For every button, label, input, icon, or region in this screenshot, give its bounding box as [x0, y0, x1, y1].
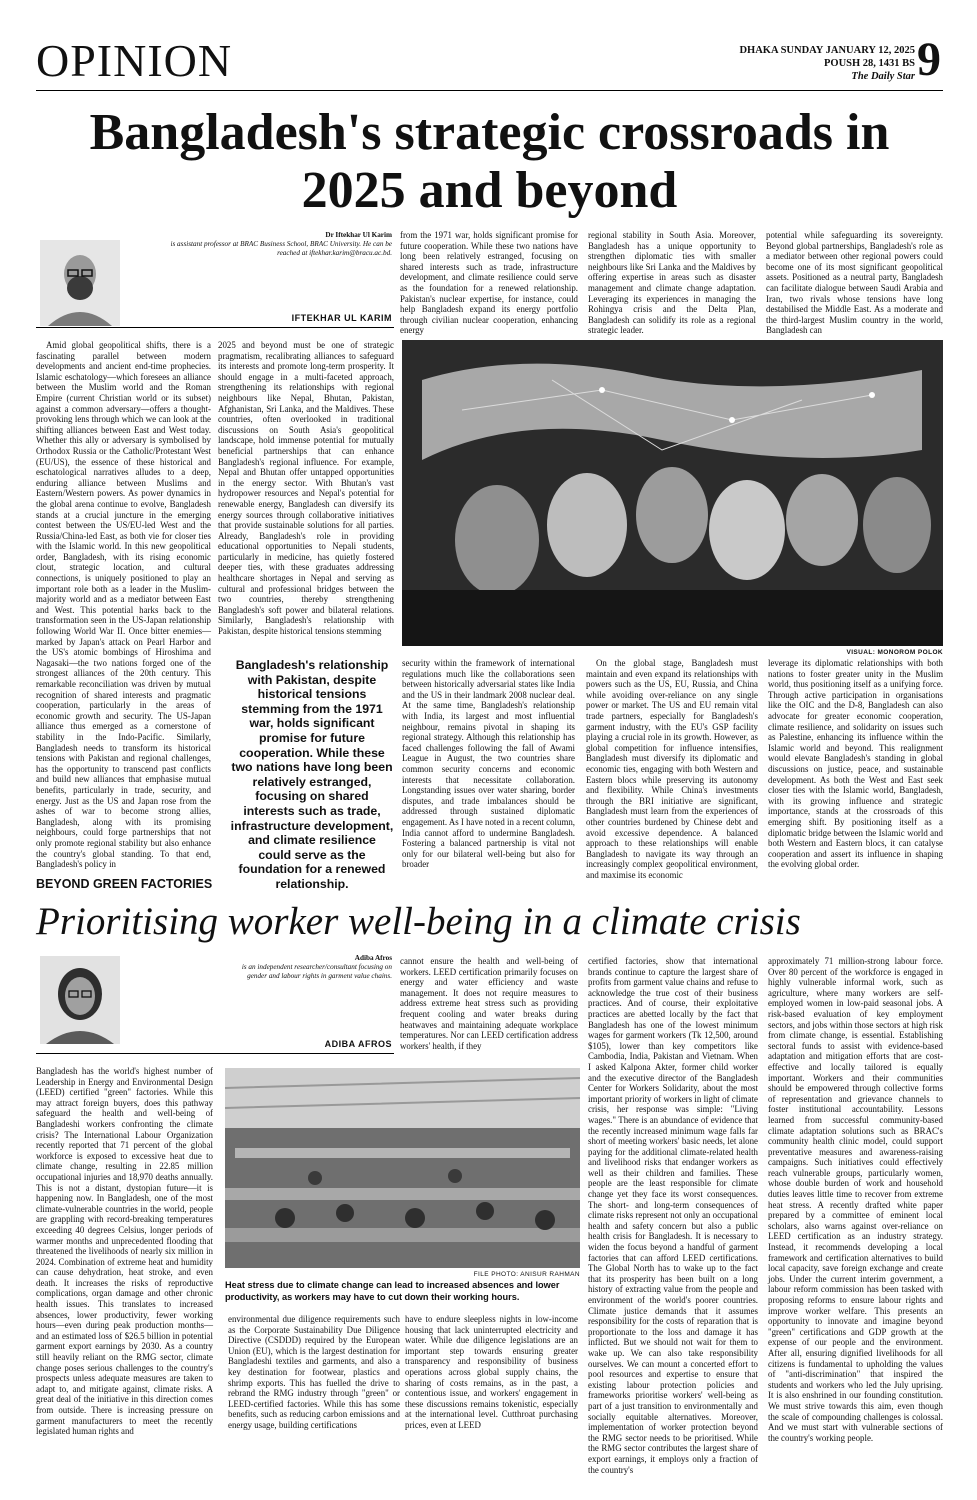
header-rule	[36, 90, 943, 91]
byline2-rule	[36, 1053, 394, 1054]
garment-factory-photo	[225, 1068, 580, 1268]
bangla-date: POUSH 28, 1431 BS	[823, 58, 915, 69]
author-portrait-image	[40, 240, 120, 326]
author2-name: Adiba Afros	[354, 954, 392, 962]
article1-top-col2: regional stability in South Asia. Moreover, Bangladesh has a unique opportunity to strengthen diplomatic ties with smaller neighbours like Sri Lanka and the Maldives by offering expertise in areas such as disaster management and climate change adaptation. Leveraging its experiences in managing the Rohingya crisis and the Delta Plan, Bangladesh can solidify its role as a regional strategic leader.	[588, 230, 756, 336]
article1-headline: Bangladesh's strategic crossroads in 2025 and beyond	[89, 104, 890, 219]
author1-portrait	[40, 240, 120, 326]
author2-bio-block	[240, 954, 392, 981]
author1-bio-block	[170, 231, 392, 258]
author2-byline: ADIBA AFROS	[324, 1039, 392, 1049]
article2-col-a: Bangladesh has the world's highest number of Leadership in Energy and Environmental Design (LEED) certified "green" factories. While this may attract foreign buyers, does this pathway safeguard the health and well-being of Bangladeshi workers confronting the climate crisis? The International Labour Organization recently reported that 71 percent of the global workforce is exposed to excessive heat due to climate change, resulting in 22.85 million occupational injuries and 18,970 deaths annually. This is not a distant, dystopian future—it is happening now. In Bangladesh, one of the most climate-vulnerable countries in the world, people are grappling with record-breaking temperatures exceeding 40 degrees Celsius, longer periods of warmer months and unprecedented flooding that threatened the livelihoods of nearly six million in 2024. Combination of extreme heat and humidity can cause dehydration, heat stroke, and even death. It increases the risks of reproductive complications, organ damage and other chronic health issues. This translates to increased absences, lower productivity, fewer working hours—even during peak production months—and an estimated loss of $26.5 billion in potential garment export earnings by 2030. As a country still heavily reliant on the RMG sector, climate change poses serious challenges to the country's prospects unless adequate measures are taken to adapt to, and mitigate against, climate risks. A great deal of the initiative in this direction comes from outside. There is increasing pressure on garment manufacturers to meet the recently legislated human rights and	[36, 1066, 213, 1437]
section-title: OPINION	[36, 35, 233, 86]
world-leaders-illustration	[402, 340, 943, 646]
paper-name: The Daily Star	[851, 71, 915, 82]
dateline: DHAKA SUNDAY JANUARY 12, 2025	[739, 45, 915, 56]
factory-photo-graphic	[225, 1068, 580, 1268]
article2-headline: Prioritising worker well-being in a climate crisis	[36, 900, 801, 943]
dateline-block	[739, 44, 915, 83]
article1-top-col1: from the 1971 war, holds significant promise for future cooperation. While these two nations have long been relatively estranged, focusing on shared interests such as trade, infrastructure development, and climate resilience could serve as the foundation for a renewed relationship. Pakistan's nuclear expertise, for instance, could help Bangladesh expand its energy portfolio through civilian nuclear cooperation, enhancing energy	[400, 230, 578, 336]
author2-bio: is an independent researcher/consultant focusing on gender and labour rights in garment value chains.	[241, 963, 392, 980]
article2-top-col3: approximately 71 million-strong labour force. Over 80 percent of the workforce is engaged in highly vulnerable informal work, such as agriculture, where many workers are self-employed women in low-paid seasonal jobs. A risk-based evaluation of key employment sectors, and jobs within those sectors at high risk from climate change, is essential. Establishing sectoral funds to assist with evidence-based adaptation and mitigation efforts that are cost-effective and locally tailored is equally important. Workers and their communities should be empowered through collective forms of representation and grievance channels to foster institutional accountability. Lessons learned from successful community-based climate adaptation solutions such as BRAC's community health clinic model, could support preventative measures and awareness-raising campaigns. Such initiatives could effectively reach vulnerable groups, particularly women, whose double burden of work and household duties leaves little time to recover from extreme heat stress. A recently drafted white paper prepared by a committee of eminent local scholars, also warns against over-reliance on LEED certification as an industry strategy. Instead, it recommends developing a local framework and certification alternatives to build local capacity, save foreign exchange and create jobs. Under the current interim government, a labour reform commission has been tasked with proposing reforms to ensure labour rights and improve worker welfare. This presents an opportunity to innovate and imagine beyond "green" certifications and GDP growth at the expense of our people and the environment. After all, ensuring dignified livelihoods for all citizens is fundamental to upholding the values of "anti-discrimination" that inspired the students and workers who led the July uprising. It is also enshrined in our founding constitution. We must strive towards this aim, even though the scale of compounding challenges is colossal. And we must start with vulnerable sections of the country's working people.	[768, 956, 943, 1443]
article1-top-col3: potential while safeguarding its sovereignty. Beyond global partnerships, Bangladesh's role as a mediator between other regional powers could become one of its most significant geopolitical assets. Positioned as a neutral party, Bangladesh can facilitate dialogue between Saudi Arabia and Iran, two rivals whose tensions have long destabilised the Middle East. As a moderate and the third-largest Muslim country in the world, Bangladesh can	[766, 230, 943, 336]
article2-top-col1: cannot ensure the health and well-being of workers. LEED certification primarily focuses on energy and water efficiency and waste management. It does not require measures to address extreme heat stress such as providing frequent cooling and water breaks during heatwaves and maintaining adequate workplace temperatures. Nor can LEED certification address workers' health, if they	[400, 956, 578, 1051]
visual-credit: VISUAL: MONOROM POLOK	[846, 649, 943, 656]
illustration-graphic	[402, 340, 943, 646]
photo-credit: FILE PHOTO: ANISUR RAHMAN	[473, 1271, 580, 1278]
article1-col-e: leverage its diplomatic relationships with both nations to foster greater unity in the Muslim world, thus positioning itself as a unifying force. Through active participation in organisations like the OIC and the D-8, Bangladesh can also advocate for greater economic cooperation, climate resilience, and solidarity on issues such as Palestine, enhancing its influence within the Islamic world and beyond. This realignment would elevate Bangladesh's standing in global discussions on justice, peace, and sustainable development. As both the West and East seek closer ties with the Islamic world, Bangladesh, with its growing influence and strategic importance, stands at the crossroads of this emerging shift. By positioning itself as a diplomatic bridge between the Islamic world and both Western and Eastern blocs, it can catalyse cooperation and assert its influence in shaping the evolving global order.	[768, 658, 943, 870]
article1-col-d: On the global stage, Bangladesh must maintain and even expand its relationships with powers such as the US, EU, Russia, and China while avoiding over-reliance on any single power or market. The US and EU remain vital trade partners, especially for Bangladesh's garment industry, with the EU's GSP facility playing a crucial role in its growth. However, as global competition for influence intensifies, Bangladesh must diversify its diplomatic and economic ties, engaging with both Western and Eastern blocs while preserving its autonomy and flexibility. While China's investments through the BRI initiative are significant, Bangladesh must learn from the experiences of other countries burdened by Chinese debt and avoid excessive dependence. A balanced approach to these relationships will enable Bangladesh to navigate its way through an increasingly complex geopolitical environment, and maximise its economic	[586, 658, 758, 880]
author2-portrait-image	[40, 956, 120, 1044]
article1-col-b: 2025 and beyond must be one of strategic pragmatism, recalibrating alliances to safeguard its interests and promote long-term prosperity. It should engage in a multi-faceted approach, strengthening its relationships with regional neighbours like Nepal, Bhutan, Pakistan, Afghanistan, Sri Lanka, and the Maldives. These countries, often overlooked in traditional discussions on South Asia's geopolitical landscape, hold immense potential for mutually beneficial partnerships that can enhance Bangladesh's regional influence. For example, Nepal and Bhutan offer untapped opportunities in the energy sector. With Bhutan's vast hydropower resources and Nepal's potential for renewable energy, Bangladesh can diversify its energy sources through collaborative initiatives that provide sustainable solutions for all parties. Already, Bangladesh's role in providing educational opportunities to Nepali students, particularly in medicine, has quietly fostered deeper ties, with these graduates addressing healthcare shortages in Nepal and serving as cultural and professional bridges between the two countries, thereby strengthening Bangladesh's soft power and bilateral relations. Similarly, Bangladesh's relationship with Pakistan, despite historical tensions stemming	[218, 340, 394, 637]
photo-caption: Heat stress due to climate change can lead to increased absences and lower productivity, as workers may have to cut down their working hours.	[225, 1280, 560, 1302]
page-number: 9	[917, 33, 941, 86]
article1-col-c: security within the framework of international regulations much like the collaborations seen between historically adversarial states like India and the US in their landmark 2008 nuclear deal. At the same time, Bangladesh's relationship with India, its largest and most influential neighbour, remains pivotal in shaping its regional strategy. Although this relationship has faced challenges following the fall of Awami League in August, the two countries share common security concerns and economic interests that necessitate collaboration. Longstanding issues over water sharing, border disputes, and trade imbalances should be addressed through sustained diplomatic engagement. As I have noted in a recent column, India cannot afford to undermine Bangladesh. Fostering a balanced partnership is vital not only for our bilateral well-being but also for broader	[402, 658, 576, 870]
byline-rule	[36, 327, 394, 328]
author1-bio: is assistant professor at BRAC Business School, BRAC University. He can be reached at iftekhar.karim@bracu.ac.bd.	[170, 240, 392, 257]
article2-top-col2: certified factories, show that international brands continue to capture the largest share of profits from garment value chains and refuse to acknowledge the true cost of their business practices. And of course, their exploitative practices are abetted locally by the fact that Bangladesh has one of the lowest minimum wages for garment workers (Tk 12,500, around $105), lower than key competitors like Cambodia, India, Pakistan and Vietnam. When I asked Kalpona Akter, former child worker and the executive director of the Bangladesh Center for Workers Solidarity, about the most important priority of workers in light of climate crisis, her response was simple: "Living wages." There is an abundance of evidence that the recently increased minimum wage falls far short of meeting workers' basic needs, let alone paying for the additional climate-related health and livelihood risks that endanger workers as well as their children and families. These people are the least responsible for climate change yet they face its worst consequences. The short- and long-term consequences of climate risks represent not only an occupational health and safety concern but also a public health crisis for Bangladesh. It is necessary to widen the focus beyond a handful of garment factories that can afford LEED certifications. The Global North has to wake up to the fact that its prosperity has been built on a long history of extracting value from the people and environment of the world's poorer countries. Climate justice demands that it assumes responsibility for the costs of reparation that is proportionate to the loss and damage it has inflicted. But we should not wait for them to wake up. We can also take responsibility ourselves. We can mount a concerted effort to pool resources and expertise to ensure that existing labour protection policies and frameworks prioritise workers' well-being as part of a just transition to environmentally and socially equitable alternatives. Moreover, implementation of worker protection beyond the RMG sector needs to be prioritised. While the RMG sector contributes the largest share of export earnings, it employs only a fraction of the country's	[588, 956, 758, 1475]
author1-name: Dr Iftekhar Ul Karim	[325, 231, 392, 239]
article1-col-a: Amid global geopolitical shifts, there is a fascinating parallel between modern developments and ancient end-time prophecies. Islamic eschatology—which foresees an alliance between the Muslim world and the Roman Empire (current Christian world or its subset) against a common adversary—offers a thought-provoking lens through which we can look at the shifting alliances between East and West today. Whether this ally or adversary is symbolised by Orthodox Russia or the Catholic/Protestant West (EU/US), the essence of these historical and eschatological narratives alludes to a deep, enduring alliance between Muslims and Eastern/Western powers. As power dynamics in the global arena continue to evolve, Bangladesh stands at a crucial juncture in the emerging contest between the US/EU-led West and the Russia/China-led East, as both vie for closer ties with the Islamic world. In this new geopolitical order, Bangladesh, with its rising economic clout, strategic location, and cultural connections, is uniquely positioned to play an important role both as a leader in the Muslim-majority world and as a mediator between East and West. This potential harks back to the transformation seen in the US-Japan relationship following World War II. Once bitter enemies—marked by Japan's attack on Pearl Harbor and the US's atomic bombings of Hiroshima and Nagasaki—the two nations forged one of the strongest alliances of the 20th century. This remarkable reconciliation was driven by mutual recognition of shared interests and pragmatic cooperation, particularly in the areas of economic growth and security. The US-Japan alliance thus emerged as a cornerstone of stability in the Indo-Pacific. Similarly, Bangladesh needs to transform its historical tensions with Pakistan and regional challenges, has the opportunity to transcend past conflicts and build new alliances that emphasise mutual benefits, particularly in trade, security, and energy. Just as the US and Japan rose from the ashes of war to become strong allies, Bangladesh, along with its promising neighbours, could forge partnerships that not only promote regional stability but also enhance the country's global standing. To that end, Bangladesh's policy in	[36, 340, 211, 870]
article2-kicker: BEYOND GREEN FACTORIES	[36, 877, 213, 891]
article2-col-c: have to endure sleepless nights in low-income housing that lack uninterrupted electricity and water. While due diligence legislations are an important step towards ensuring greater transparency and responsibility of business operations across global supply chains, the sharing of costs remains, as in the past, a contentious issue, and workers' engagement in these discussions remains tokenistic, especially at the international level. Cutthroat purchasing prices, even at LEED	[405, 1314, 578, 1430]
article2-col-b: environmental due diligence requirements such as the Corporate Sustainability Due Diligence Directive (CSDDD) required by the European Union (EU), which is the largest destination for Bangladeshi textiles and garments, and also a key destination for footwear, plastics and shrimp exports. This has fuelled the drive to rebrand the RMG industry through "green" or LEED-certified factories. While this has some benefits, such as reducing carbon emissions and energy usage, building certifications	[228, 1314, 400, 1430]
author2-portrait	[40, 956, 120, 1044]
article1-pullquote: Bangladesh's relationship with Pakistan, despite historical tensions stemming from the 1971 war, holds significant promise for future cooperation. While these two nations have long been relatively estranged, focusing on shared interests such as trade, infrastructure development, and climate resilience could serve as the foundation for a renewed relationship.	[230, 658, 394, 891]
author1-byline: IFTEKHAR UL KARIM	[291, 313, 392, 323]
